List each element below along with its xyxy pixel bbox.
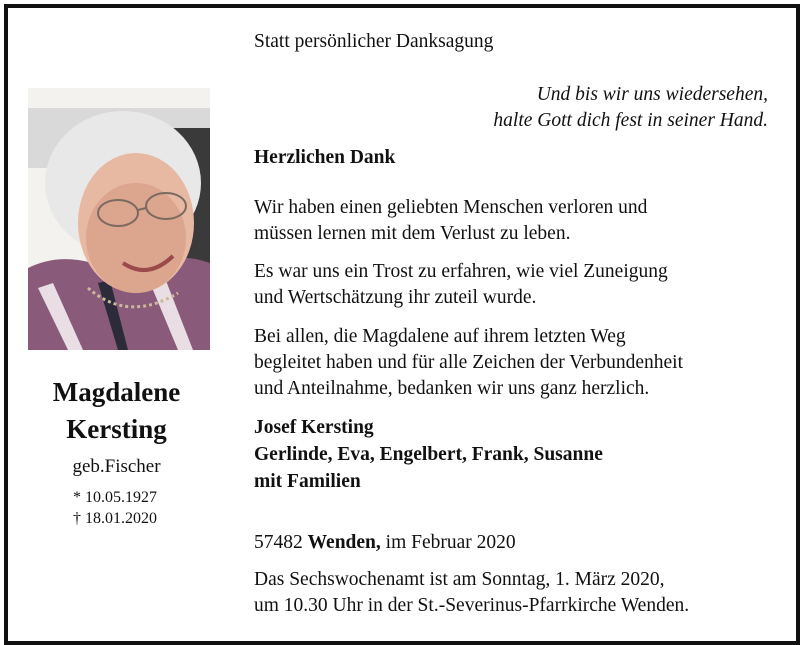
- paragraph-2-line-2: und Wertschätzung ihr zuteil wurde.: [254, 287, 537, 308]
- place-date-line: [254, 532, 516, 554]
- portrait-photo: [28, 88, 210, 350]
- paragraph-1-line-1: Wir haben einen geliebten Menschen verloren und: [254, 197, 648, 218]
- paragraph-3-line-1: Bei allen, die Magdalene auf ihrem letzten Weg: [254, 326, 626, 347]
- birth-date: * 10.05.1927: [73, 489, 157, 506]
- quote-line-2: halte Gott dich fest in seiner Hand.: [493, 110, 768, 131]
- paragraph-3-line-2: begleitet haben und für alle Zeichen der Verbundenheit: [254, 352, 684, 373]
- life-dates: [73, 487, 157, 529]
- signer-3: mit Familien: [254, 471, 361, 492]
- month-date: im Februar 2020: [385, 532, 516, 553]
- paragraph-1-line-2: müssen lernen mit dem Verlust zu leben.: [254, 223, 571, 244]
- thanks-title: Herzlichen Dank: [254, 147, 396, 168]
- service-line-2: um 10.30 Uhr in der St.-Severinus-Pfarrkirche Wenden.: [254, 595, 690, 616]
- deceased-maiden-name: geb.Fischer: [72, 456, 161, 477]
- service-line-1: Das Sechswochenamt ist am Sonntag, 1. März 2020,: [254, 569, 665, 590]
- deceased-last-name: Kersting: [66, 414, 167, 444]
- paragraph-3-line-3: und Anteilnahme, bedanken wir uns ganz herzlich.: [254, 378, 650, 399]
- signer-2: Gerlinde, Eva, Engelbert, Frank, Susanne: [254, 444, 603, 465]
- zip-code: 57482: [254, 532, 303, 553]
- deceased-first-name: Magdalene: [52, 377, 181, 407]
- death-date: † 18.01.2020: [73, 510, 157, 527]
- town: Wenden,: [307, 532, 381, 553]
- signer-1: Josef Kersting: [254, 417, 374, 438]
- notice-heading: Statt persönlicher Danksagung: [254, 31, 494, 52]
- paragraph-2-line-1: Es war uns ein Trost zu erfahren, wie viel Zuneigung: [254, 261, 668, 282]
- quote-line-1: Und bis wir uns wiedersehen,: [536, 84, 768, 105]
